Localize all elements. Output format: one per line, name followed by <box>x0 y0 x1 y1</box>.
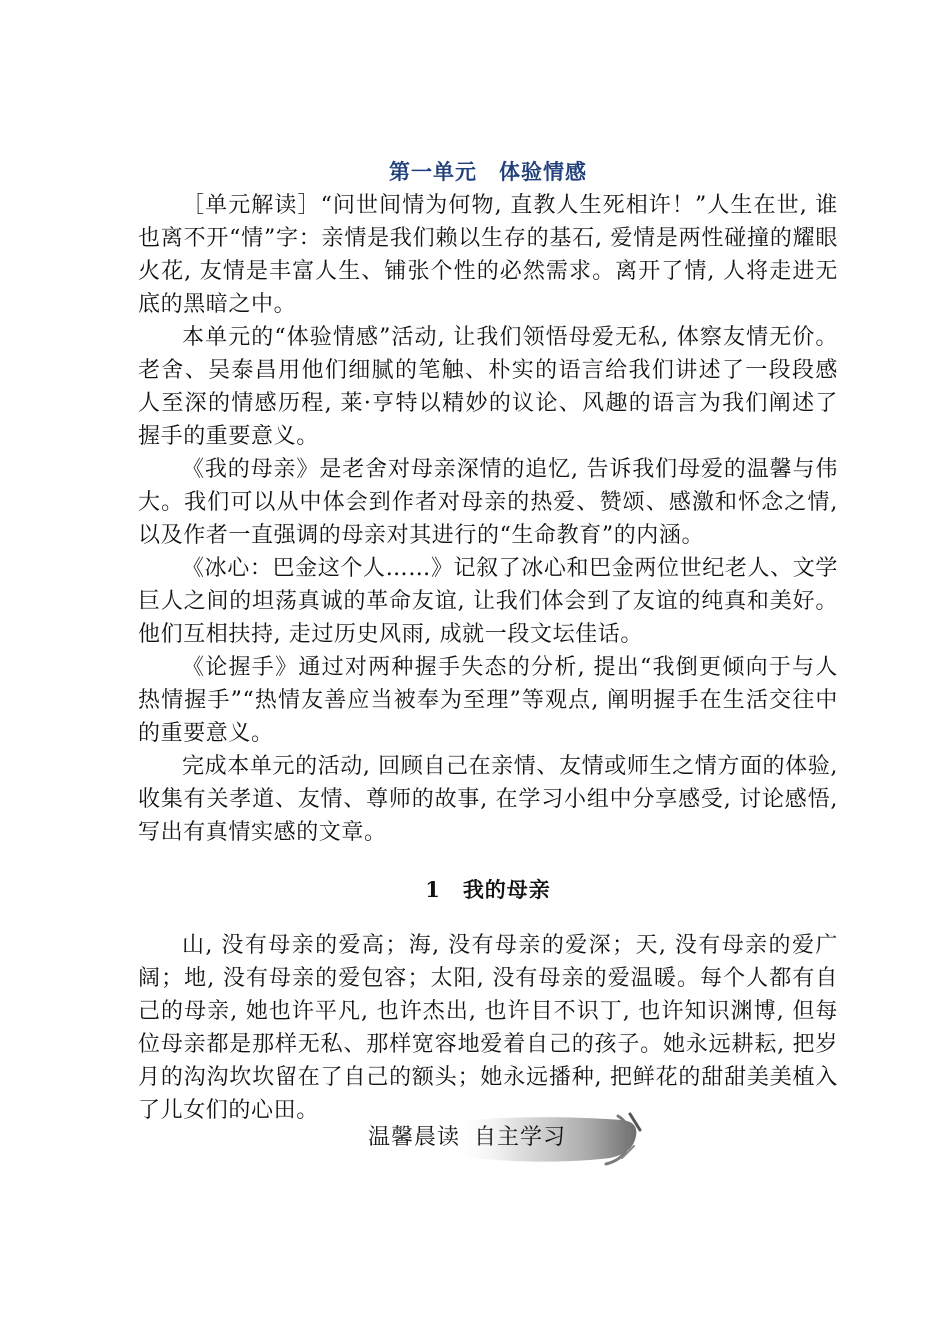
banner-part-1: 温馨晨读 <box>368 1125 461 1150</box>
unit-title: 第一单元 体验情感 <box>389 159 587 184</box>
unit-intro-paragraph-5: 《论握手》通过对两种握手失态的分析, 提出“我倒更倾向于与人热情握手”“热情友善应当被奉为至理”等观点, 阐明握手在生活交往中的重要意义。 <box>138 655 838 746</box>
unit-intro-paragraph-3: 《我的母亲》是老舍对母亲深情的追忆, 告诉我们母爱的温馨与伟大。我们可以从中体会到作者对母亲的热爱、赞颂、感激和怀念之情, 以及作者一直强调的母亲对其进行的“生命教育”的内涵。 <box>138 457 838 548</box>
lesson-title <box>138 873 838 907</box>
section-banner <box>360 1112 650 1166</box>
lesson-number: 1 <box>425 877 441 902</box>
document-body <box>138 155 838 1127</box>
banner-part-2: 自主学习 <box>474 1125 567 1150</box>
banner-text <box>368 1120 566 1151</box>
lesson-intro-paragraph: 山, 没有母亲的爱高；海, 没有母亲的爱深；天, 没有母亲的爱广阔；地, 没有母亲的爱包容；太阳, 没有母亲的爱温暖。每个人都有自己的母亲, 她也许平凡, 也许杰出, 也许目不识丁, 也许知识渊博, 但每位母亲都是那样无私、那样宽容地爱着自己的孩子。她永远耕耘, 把岁月的沟沟坎坎留在了自己的额头；她永远播种, 把鲜花的甜甜美美植入了儿女们的心田。 <box>138 933 838 1123</box>
unit-intro-paragraph-4: 《冰心：巴金这个人……》记叙了冰心和巴金两位世纪老人、文学巨人之间的坦荡真诚的革命友谊, 让我们体会到了友谊的纯真和美好。他们互相扶持, 走过历史风雨, 成就一段文坛佳话。 <box>138 556 838 647</box>
unit-intro-paragraph-6: 完成本单元的活动, 回顾自己在亲情、友情或师生之情方面的体验, 收集有关孝道、友情、尊师的故事, 在学习小组中分享感受, 讨论感悟, 写出有真情实感的文章。 <box>138 754 838 845</box>
lesson-name: 我的母亲 <box>462 877 551 902</box>
unit-intro-paragraph-2: 本单元的“体验情感”活动, 让我们领悟母爱无私, 体察友情无价。老舍、吴泰昌用他们细腻的笔触、朴实的语言给我们讲述了一段段感人至深的情感历程, 莱·亨特以精妙的议论、风趣的语言为我们阐述了握手的重要意义。 <box>138 325 838 449</box>
unit-intro-paragraph-1: ［单元解读］“问世间情为何物, 直教人生死相许！”人生在世, 谁也离不开“情”字：亲情是我们赖以生存的基石, 爱情是两性碰撞的耀眼火花, 友情是丰富人生、铺张个性的必然需求。离开了情, 人将走进无底的黑暗之中。 <box>138 193 838 317</box>
